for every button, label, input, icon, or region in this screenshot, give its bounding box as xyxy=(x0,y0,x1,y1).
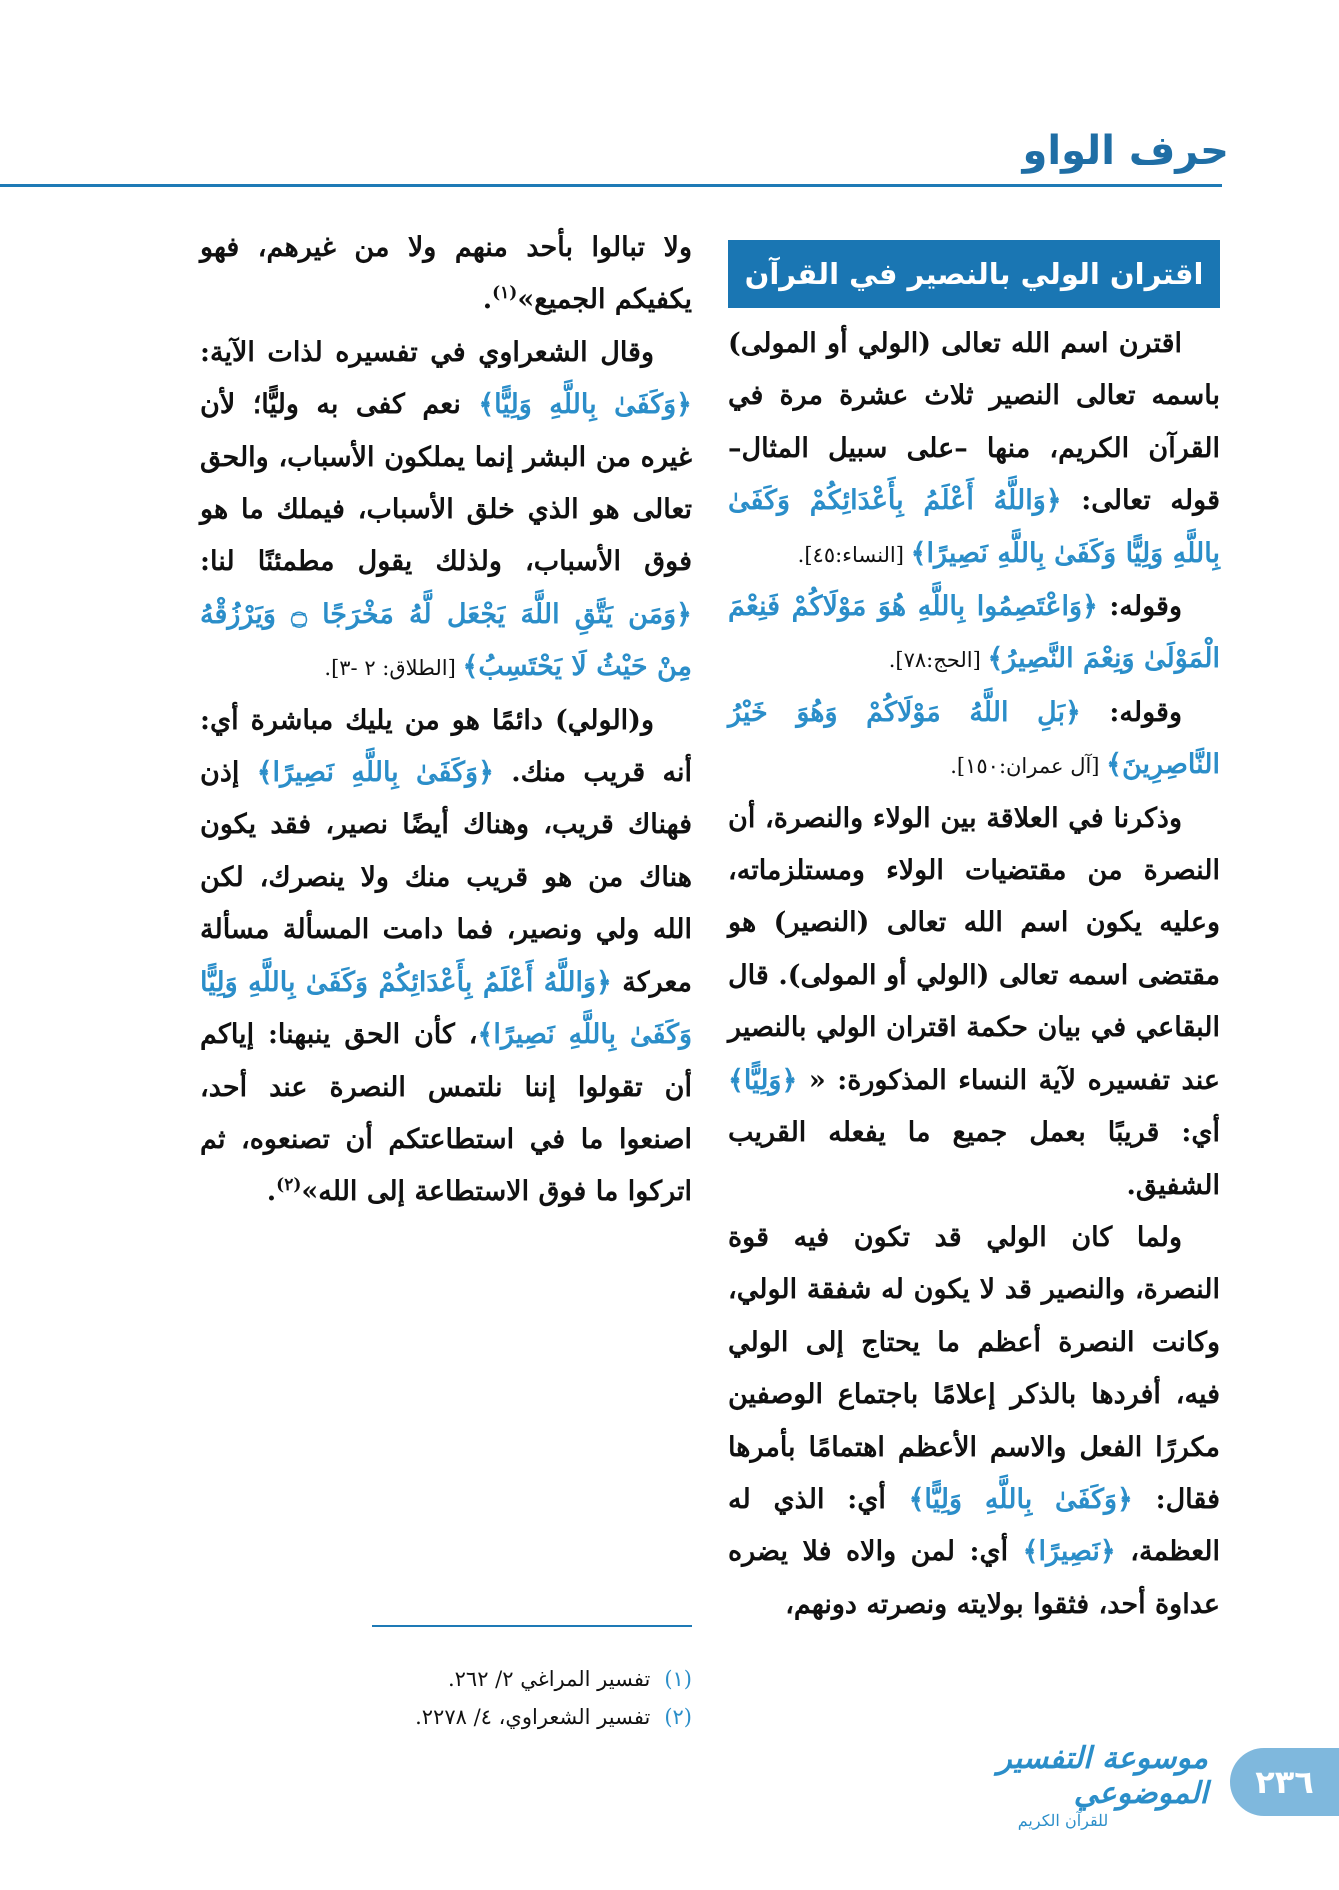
footnote-rule xyxy=(372,1625,692,1627)
paragraph-text: وقوله: xyxy=(1097,591,1182,623)
encyclopedia-logo xyxy=(918,1742,1208,1828)
quran-verse: ﴿وَاللَّهُ أَعْلَمُ بِأَعْدَائِكُمْ وَكَفَىٰ بِاللَّهِ وَلِيًّا وَكَفَىٰ بِاللَّهِ نَصِيرًا﴾ xyxy=(728,485,1220,569)
quran-verse: ﴿وَاللَّهُ أَعْلَمُ بِأَعْدَائِكُمْ وَكَفَىٰ بِاللَّهِ وَلِيًّا وَكَفَىٰ بِاللَّهِ نَصِيرًا﴾ xyxy=(200,966,692,1051)
quran-verse: ﴿بَلِ اللَّهُ مَوْلَاكُمْ وَهُوَ خَيْرُ النَّاصِرِينَ﴾ xyxy=(728,696,1220,781)
quran-verse: ﴿وَكَفَىٰ بِاللَّهِ نَصِيرًا﴾ xyxy=(256,757,494,789)
footnote-number: (١) xyxy=(664,1667,692,1691)
verse-reference: [النساء:٤٥]. xyxy=(797,542,911,567)
footnote-2 xyxy=(200,1698,692,1736)
paragraph-text: أي: قريبًا بعمل جميع ما يفعله القريب الشفيق. xyxy=(728,1117,1220,1201)
footnote-number: (٢) xyxy=(664,1705,692,1729)
paragraph-text: نعم كفى به وليًّا؛ لأن غيره من البشر إنما يملكون الأسباب، والحق تعالى هو الذي خلق الأسباب، فيملك ما هو فوق الأسباب، ولذلك يقول مطمئنًا لنا: xyxy=(200,389,692,578)
paragraph-text: إذن فهناك قريب، وهناك أيضًا نصير، فقد يكون هناك من هو قريب منك ولا ينصرك، لكن الله ولي ونصير، فما دامت المسألة مسألة معركة xyxy=(200,757,692,998)
paragraph-text: وذكرنا في العلاقة بين الولاء والنصرة، أن النصرة من مقتضيات الولاء ومستلزماته، وعليه يكون اسم الله تعالى (النصير) هو مقتضى اسمه تعالى (الولي أو المولى). قال البقاعي في بيان حكمة اقتران الولي بالنصير عند تفسيره لآية النساء المذكورة: « xyxy=(728,802,1220,1096)
footnote-text: تفسير الشعراوي، ٤/ ٢٢٧٨. xyxy=(415,1705,651,1729)
quran-verse: ﴿نَصِيرًا﴾ xyxy=(1022,1536,1116,1568)
footnote-marker: (٢) xyxy=(276,1175,302,1196)
right-column xyxy=(728,318,1220,1631)
paragraph xyxy=(728,687,1220,793)
verse-reference: [الحج:٧٨]. xyxy=(888,648,988,673)
section-heading xyxy=(728,240,1220,308)
verse-reference: [آل عمران:١٥٠]. xyxy=(950,754,1107,779)
paragraph xyxy=(200,695,692,1219)
paragraph-text: أي: الذي له العظمة، xyxy=(728,1483,1220,1568)
paragraph-text: . xyxy=(482,284,493,316)
logo-sub-text: للقرآن الكريم xyxy=(1017,1810,1109,1830)
paragraph xyxy=(200,222,692,327)
chapter-title: حرف الواو xyxy=(1022,128,1229,174)
footnote-text: تفسير المراغي ٢/ ٢٦٢. xyxy=(447,1667,651,1691)
header-rule xyxy=(0,184,1222,187)
logo-main-text: موسوعة التفسير الموضوعي xyxy=(997,1740,1208,1811)
paragraph-text: وقال الشعراوي في تفسيره لذات الآية: xyxy=(200,336,654,368)
paragraph xyxy=(200,327,692,695)
section-heading-text: اقتران الولي بالنصير في القرآن xyxy=(744,257,1204,291)
quran-verse: ﴿وَكَفَىٰ بِاللَّهِ وَلِيًّا﴾ xyxy=(478,389,692,421)
paragraph-text: أي: لمن والاه فلا يضره عداوة أحد، فثقوا بولايته ونصرته دونهم، xyxy=(728,1536,1220,1620)
paragraph-text: ولما كان الولي قد تكون فيه قوة النصرة، والنصير قد لا يكون له شفقة الولي، وكانت النصرة أعظم ما يحتاج إلى الولي فيه، أفردها بالذكر إعلامًا باجتماع الوصفين مكررًا الفعل والاسم الأعظم اهتمامًا بأمرها فقال: xyxy=(728,1221,1220,1515)
paragraph xyxy=(728,793,1220,1212)
quran-verse: ﴿وَاعْتَصِمُوا بِاللَّهِ هُوَ مَوْلَاكُمْ فَنِعْمَ الْمَوْلَىٰ وَنِعْمَ النَّصِيرُ﴾ xyxy=(728,591,1220,675)
paragraph-text: . xyxy=(266,1176,277,1208)
paragraph-text: ولا تبالوا بأحد منهم ولا من غيرهم، فهو يكفيكم الجميع» xyxy=(200,232,692,316)
footnotes xyxy=(200,1660,692,1736)
quran-verse: ﴿وَكَفَىٰ بِاللَّهِ وَلِيًّا﴾ xyxy=(908,1483,1133,1515)
page-number-text: ٢٣٦ xyxy=(1255,1763,1314,1801)
verse-reference: [الطلاق: ٢ -٣]. xyxy=(324,656,463,681)
quran-verse: ﴿وَمَن يَتَّقِ اللَّهَ يَجْعَل لَّهُ مَخْرَجًا ۝ وَيَرْزُقْهُ مِنْ حَيْثُ لَا يَحْتَسِبُ﴾ xyxy=(200,598,692,683)
paragraph-text: وقوله: xyxy=(1080,696,1182,728)
left-column xyxy=(200,222,692,1219)
paragraph-text: و(الولي) دائمًا هو من يليك مباشرة أي: أنه قريب منك. xyxy=(200,704,692,789)
paragraph xyxy=(728,318,1220,581)
footnote-1 xyxy=(200,1660,692,1698)
quran-verse: ﴿وَلِيًّا﴾ xyxy=(728,1064,798,1096)
paragraph-text: ، كأن الحق ينبهنا: إياكم أن تقولوا إننا نلتمس النصرة عند أحد، اصنعوا ما في استطاعتكم أن تصنعوه، ثم اتركوا ما فوق الاستطاعة إلى الله» xyxy=(200,1019,692,1208)
paragraph xyxy=(728,581,1220,687)
page-number xyxy=(1230,1748,1339,1816)
footnote-marker: (١) xyxy=(492,283,518,304)
paragraph xyxy=(728,1212,1220,1631)
paragraph-text: اقترن اسم الله تعالى (الولي أو المولى) باسمه تعالى النصير ثلاث عشرة مرة في القرآن الكريم، منها –على سبيل المثال– قوله تعالى: xyxy=(728,328,1220,517)
